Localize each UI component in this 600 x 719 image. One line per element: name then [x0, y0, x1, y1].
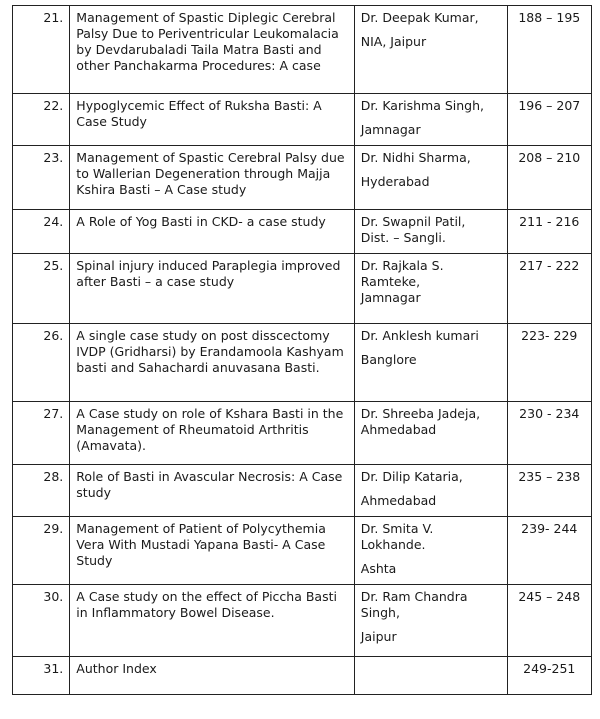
entry-number: 30. [13, 585, 70, 657]
author-place: Ahmedabad [360, 422, 437, 437]
table-row [13, 402, 592, 465]
entry-title: A Case study on the effect of Piccha Basti in Inflammatory Bowel Disease. [70, 585, 354, 657]
author-name: Dr. Deepak Kumar, [360, 10, 479, 25]
entry-number: 26. [13, 324, 70, 402]
entry-pages: 208 – 210 [507, 146, 591, 210]
table-row [13, 585, 592, 657]
table-row [13, 210, 592, 254]
entry-title: Hypoglycemic Effect of Ruksha Basti: A Case Study [70, 94, 354, 146]
entry-author [354, 402, 507, 465]
author-place: Jamnagar [360, 122, 421, 137]
entry-title: Management of Spastic Cerebral Palsy due to Wallerian Degeneration through Majja Kshira Basti – A Case study [70, 146, 354, 210]
entry-author [354, 6, 507, 94]
author-name: Dr. Swapnil Patil, [360, 214, 466, 229]
entry-title: Management of Patient of Polycythemia Vera With Mustadi Yapana Basti- A Case Study [70, 517, 354, 585]
entry-author [354, 657, 507, 695]
entry-title: Spinal injury induced Paraplegia improved after Basti – a case study [70, 254, 354, 324]
author-name: Dr. Anklesh kumari [360, 328, 479, 343]
author-place: Hyderabad [360, 174, 430, 189]
entry-pages: 188 – 195 [507, 6, 591, 94]
author-name: Dr. Karishma Singh, [360, 98, 484, 113]
entry-author [354, 585, 507, 657]
table-row [13, 146, 592, 210]
entry-title: A single case study on post disscectomy IVDP (Gridharsi) by Erandamoola Kashyam basti and Sahachardi anuvasana Basti. [70, 324, 354, 402]
entry-number: 29. [13, 517, 70, 585]
table-row [13, 94, 592, 146]
entry-title: A Case study on role of Kshara Basti in the Management of Rheumatoid Arthritis (Amavata). [70, 402, 354, 465]
entry-pages: 223- 229 [507, 324, 591, 402]
entry-number: 24. [13, 210, 70, 254]
entry-pages: 249-251 [507, 657, 591, 695]
entry-author [354, 210, 507, 254]
entry-author [354, 94, 507, 146]
entry-author [354, 517, 507, 585]
entry-author [354, 254, 507, 324]
entry-title: Role of Basti in Avascular Necrosis: A Case study [70, 465, 354, 517]
author-place: Jaipur [360, 629, 397, 644]
author-name: Dr. Nidhi Sharma, [360, 150, 471, 165]
entry-number: 23. [13, 146, 70, 210]
entry-author [354, 324, 507, 402]
table-row [13, 324, 592, 402]
entry-pages: 235 – 238 [507, 465, 591, 517]
entry-author [354, 146, 507, 210]
contents-table [12, 5, 592, 695]
table-row [13, 657, 592, 695]
entry-pages: 211 - 216 [507, 210, 591, 254]
author-place: Dist. – Sangli. [360, 230, 446, 245]
entry-number: 28. [13, 465, 70, 517]
author-name: Dr. Dilip Kataria, [360, 469, 463, 484]
entry-author [354, 465, 507, 517]
entry-number: 22. [13, 94, 70, 146]
table-row [13, 254, 592, 324]
table-row [13, 6, 592, 94]
table-row [13, 465, 592, 517]
author-place: Ashta [360, 561, 397, 576]
author-place: NIA, Jaipur [360, 34, 427, 49]
author-name: Dr. Smita V. Lokhande. [360, 521, 434, 552]
author-place: Banglore [360, 352, 417, 367]
entry-title: Management of Spastic Diplegic Cerebral Palsy Due to Periventricular Leukomalacia by Devdarubaladi Taila Matra Basti and other Panchakarma Procedures: A case [70, 6, 354, 94]
entry-pages: 217 - 222 [507, 254, 591, 324]
entry-title: A Role of Yog Basti in CKD- a case study [70, 210, 354, 254]
author-place: Ahmedabad [360, 493, 437, 508]
author-name: Dr. Ram Chandra Singh, [360, 589, 468, 620]
entry-number: 27. [13, 402, 70, 465]
author-name: Dr. Rajkala S. Ramteke, [360, 258, 444, 289]
author-name: Dr. Shreeba Jadeja, [360, 406, 481, 421]
table-row [13, 517, 592, 585]
entry-pages: 196 – 207 [507, 94, 591, 146]
entry-number: 31. [13, 657, 70, 695]
entry-title: Author Index [70, 657, 354, 695]
entry-number: 21. [13, 6, 70, 94]
entry-number: 25. [13, 254, 70, 324]
author-place: Jamnagar [360, 290, 421, 305]
entry-pages: 245 – 248 [507, 585, 591, 657]
entry-pages: 230 - 234 [507, 402, 591, 465]
entry-pages: 239- 244 [507, 517, 591, 585]
